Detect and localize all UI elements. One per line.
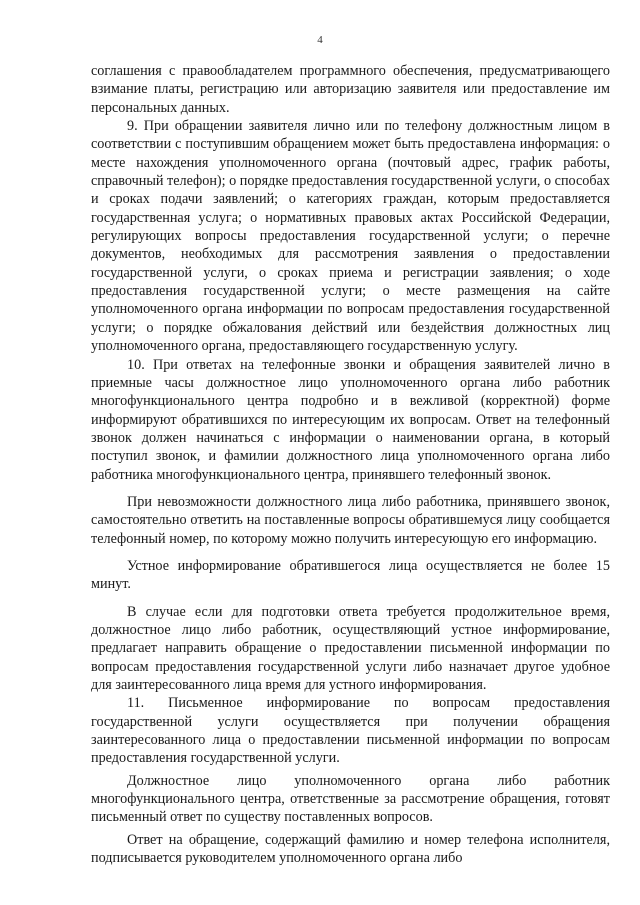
paragraph-item-9: 9. При обращении заявителя лично или по телефону должностным лицом в соответствии с поступившим обращением может быть предоставлена информация: о месте нахождения уполномоченного органа (почтовый адрес, график работы, справочный телефон); о порядке предоставления государственной услуги, о способах и сроках подачи заявлений; о категориях граждан, которым предоставляется государственная услуга; о нормативных правовых актах Российской Федерации, регулирующих вопросы предоставления государственной услуги; о перечне документов, необходимых для рассмотрения заявления о предоставлении государственной услуги, о сроках приема и регистрации заявления; о ходе предоставления государственной услуги; о месте размещения на сайте уполномоченного органа информации по вопросам предоставления государственной услуги; о порядке обжалования действий или бездействия должностных лиц уполномоченного органа, предоставляющего государственную услугу. xyxy=(91,118,610,355)
paragraph-continuation: соглашения с правообладателем программного обеспечения, предусматривающего взимание платы, регистрацию или авторизацию заявителя или предоставление им персональных данных. xyxy=(91,63,610,116)
paragraph-item-10: 10. При ответах на телефонные звонки и обращения заявителей лично в приемные часы должностное лицо уполномоченного органа либо работник многофункционального центра подробно и в вежливой (корректной) форме информируют обратившихся по интересующим их вопросам. Ответ на телефонный звонок должен начинаться с информации о наименовании органа, в который поступил звонок, и фамилии должностного лица уполномоченного органа либо работника многофункционального центра, принявшего телефонный звонок. xyxy=(91,356,610,483)
paragraph-phone-number: При невозможности должностного лица либо работника, принявшего звонок, самостоятельно ответить на поставленные вопросы обратившемуся лицу сообщается телефонный номер, по которому можно получить интересующую его информацию. xyxy=(91,493,610,547)
paragraph-signature: Ответ на обращение, содержащий фамилию и номер телефона исполнителя, подписывается руководителем уполномоченного органа либо xyxy=(91,831,610,867)
paragraph-oral-duration: Устное информирование обратившегося лица осуществляется не более 15 минут. xyxy=(91,557,610,593)
paragraph-long-answer: В случае если для подготовки ответа требуется продолжительное время, должностное лицо либо работник, осуществляющий устное информирование, предлагает направить обращение о предоставлении письменной информации по вопросам предоставления государственной услуги либо назначает другое удобное для заинтересованного лица время для устного информирования. xyxy=(91,603,610,693)
paragraph-item-11: 11. Письменное информирование по вопросам предоставления государственной услуги осуществляется при получении обращения заинтересованного лица о предоставлении письменной информации по вопросам предоставления государственной услуги. xyxy=(91,695,610,767)
document-body xyxy=(91,62,610,867)
page-number: 4 xyxy=(317,34,323,46)
paragraph-written-answer: Должностное лицо уполномоченного органа либо работник многофункционального центра, ответственные за рассмотрение обращения, готовят письменный ответ по существу поставленных вопросов. xyxy=(91,772,610,826)
